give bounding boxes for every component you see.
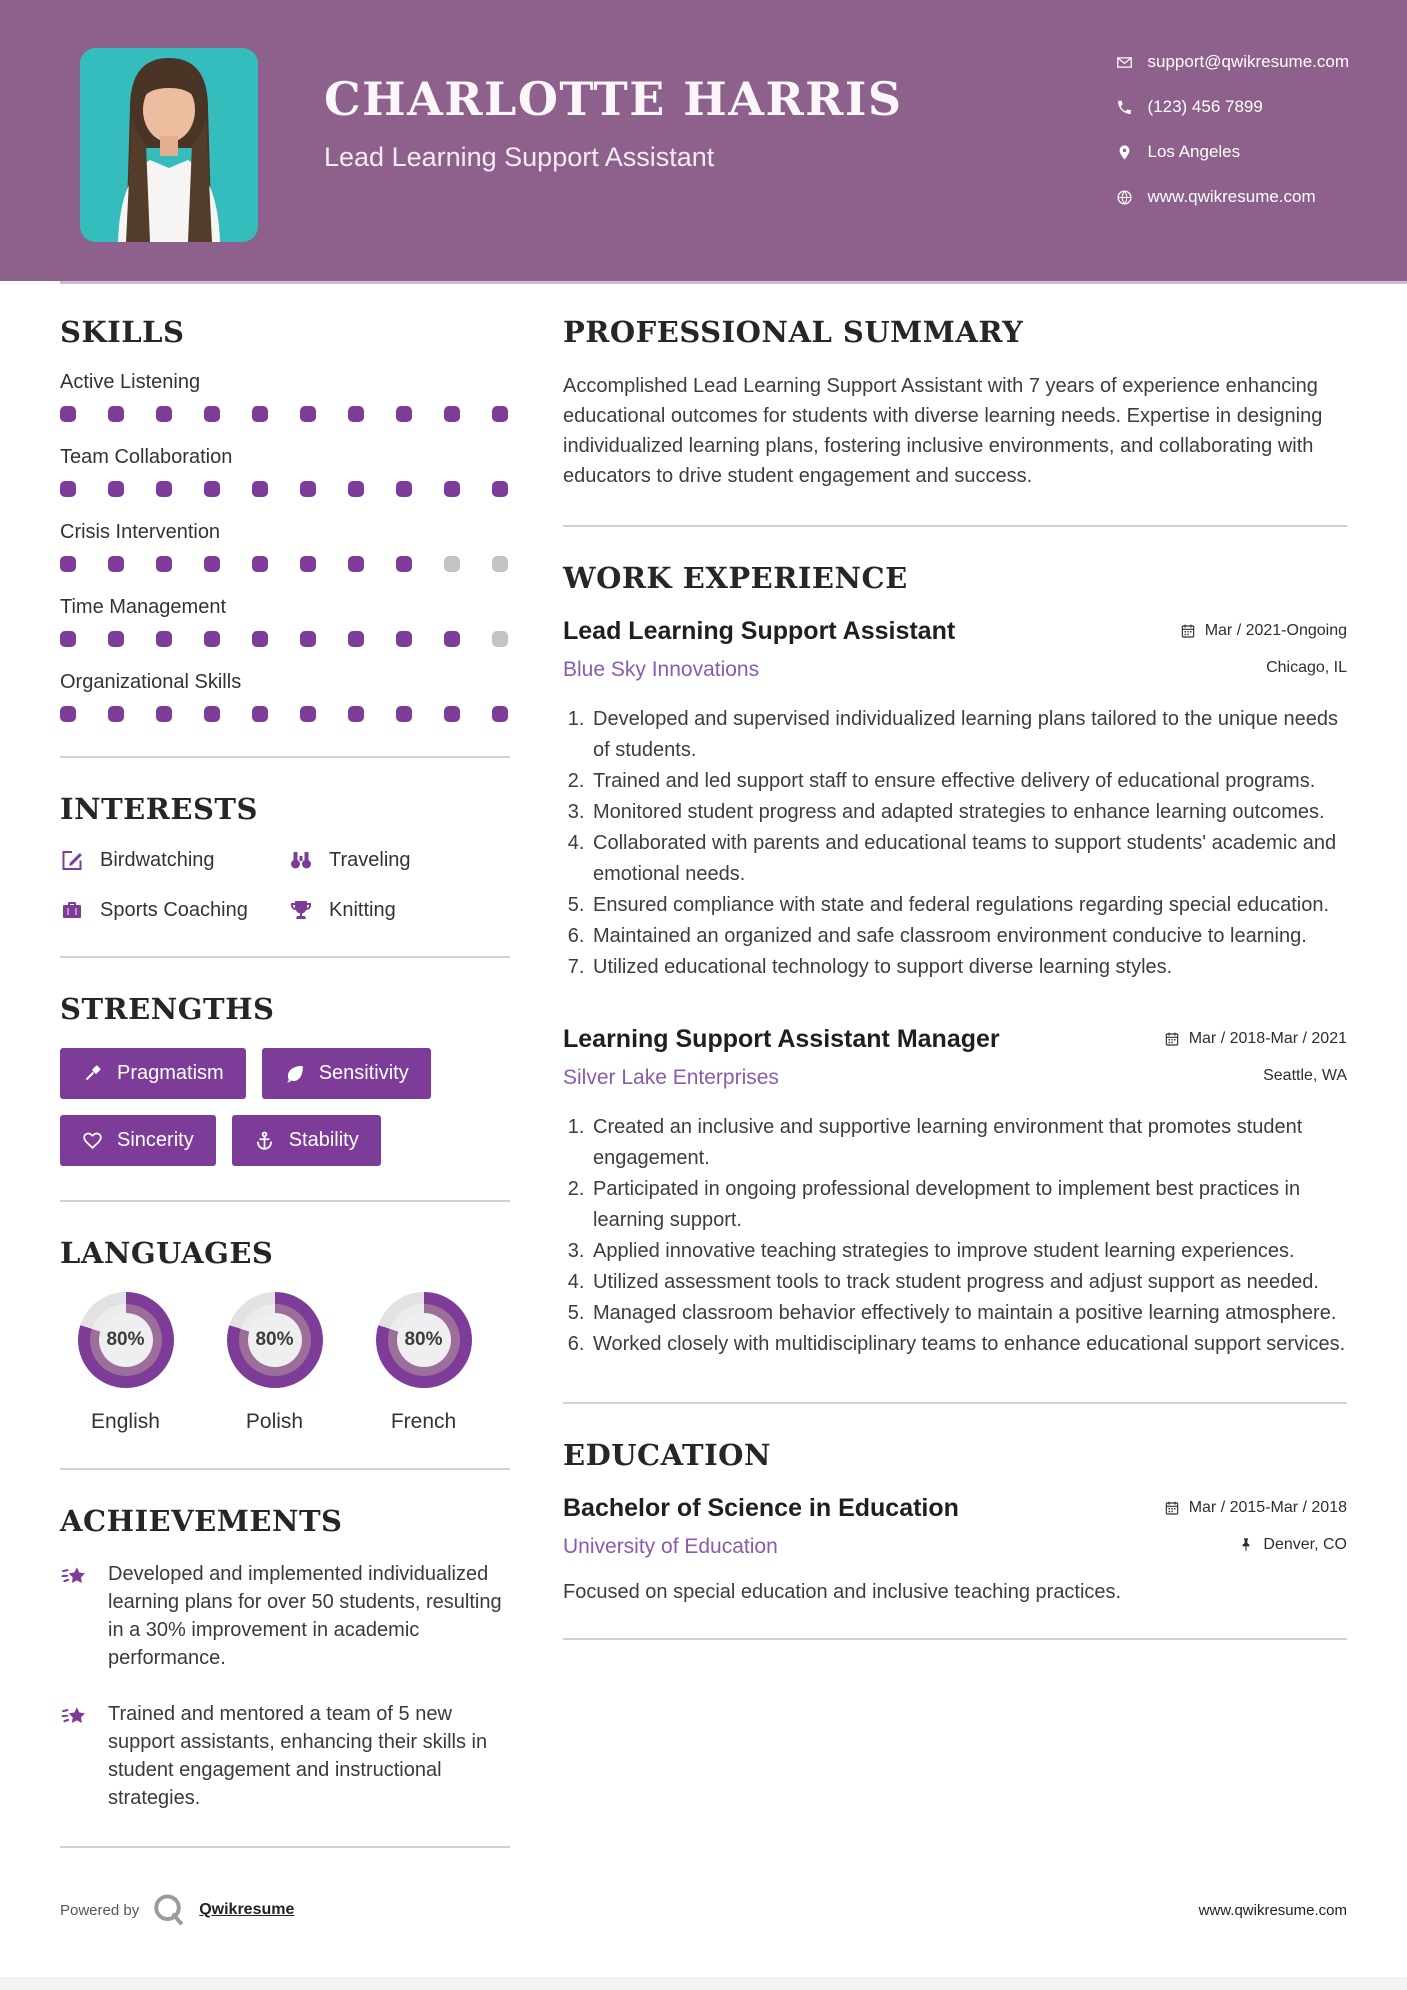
footer-site-url: www.qwikresume.com — [1198, 1901, 1347, 1919]
skill-row — [60, 446, 510, 497]
skill-dot — [60, 631, 76, 647]
summary-section — [563, 315, 1347, 491]
skill-dot — [492, 556, 508, 572]
skill-dot — [108, 556, 124, 572]
skill-label: Active Listening — [60, 371, 201, 393]
binoculars-icon — [289, 848, 313, 872]
briefcase-icon — [60, 898, 84, 922]
achievement-text: Trained and mentored a team of 5 new support assistants, enhancing their skills in student engagement and instructional strategies. — [108, 1703, 488, 1809]
interests-section — [60, 792, 510, 922]
strengths-heading: STRENGTHS — [60, 992, 275, 1026]
job-bullet: 3. Applied innovative teaching strategies to improve student learning experiences. — [590, 1236, 1347, 1267]
header — [0, 0, 1407, 281]
section-divider — [60, 756, 510, 758]
contact-text: support@qwikresume.com — [1147, 52, 1349, 71]
skill-dot — [204, 556, 220, 572]
skill-dot — [252, 406, 268, 422]
degree-title: Bachelor of Science in Education — [563, 1494, 959, 1522]
job-location-text: Chicago, IL — [1266, 659, 1347, 676]
pushpin-icon — [1238, 1537, 1254, 1553]
job-entry — [563, 617, 1347, 983]
contact-text: (123) 456 7899 — [1147, 97, 1263, 116]
achievement-item — [60, 1560, 510, 1672]
skill-dot — [396, 481, 412, 497]
skill-dot — [156, 556, 172, 572]
skill-dot — [300, 706, 316, 722]
strength-label: Sincerity — [117, 1129, 194, 1151]
job-header-row — [563, 1025, 1347, 1054]
skill-dot — [252, 631, 268, 647]
powered-by — [60, 1892, 294, 1928]
skill-dots — [60, 631, 510, 647]
skill-dot — [252, 706, 268, 722]
interest-label: Knitting — [329, 898, 396, 921]
interests-list — [60, 848, 510, 922]
strength-label: Stability — [288, 1129, 359, 1151]
powered-by-label: Powered by — [60, 1901, 140, 1919]
skill-dot — [492, 631, 508, 647]
jobs-list — [563, 617, 1347, 1360]
job-title: Learning Support Assistant Manager — [563, 1025, 1000, 1053]
job-bullet: 2. Trained and led support staff to ensure effective delivery of educational programs. — [590, 766, 1347, 797]
header-divider — [60, 281, 1407, 284]
language-item — [358, 1292, 489, 1434]
strength-badge — [232, 1115, 381, 1166]
skill-dot — [252, 556, 268, 572]
contact-text: Los Angeles — [1147, 142, 1241, 161]
person-title: Lead Learning Support Assistant — [324, 142, 715, 172]
contact-item — [1116, 187, 1350, 207]
skill-dot — [396, 631, 412, 647]
main-column — [563, 281, 1347, 1674]
job-bullets — [563, 1112, 1347, 1360]
skill-dot — [60, 556, 76, 572]
summary-heading: PROFESSIONAL SUMMARY — [563, 315, 1024, 349]
skill-dot — [108, 406, 124, 422]
skills-heading: SKILLS — [60, 315, 185, 349]
strength-label: Pragmatism — [117, 1062, 224, 1084]
calendar-icon — [1164, 1031, 1180, 1047]
education-location-text: Denver, CO — [1263, 1536, 1347, 1553]
content-columns — [0, 281, 1407, 1882]
job-header-row — [563, 617, 1347, 646]
achievements-section — [60, 1504, 510, 1812]
section-divider — [60, 1846, 510, 1848]
language-percent: 80% — [99, 1313, 153, 1367]
education-date-text: Mar / 2015-Mar / 2018 — [1188, 1499, 1347, 1516]
skill-dot — [156, 481, 172, 497]
skill-dot — [300, 481, 316, 497]
interest-label: Traveling — [329, 848, 411, 871]
phone-icon — [1116, 99, 1133, 116]
language-label: Polish — [245, 1410, 304, 1433]
language-label: English — [91, 1410, 160, 1433]
interest-label: Sports Coaching — [100, 898, 248, 921]
job-date-text: Mar / 2018-Mar / 2021 — [1188, 1030, 1347, 1047]
section-divider — [563, 1638, 1347, 1640]
skill-dots — [60, 406, 510, 422]
location-icon — [1116, 144, 1133, 161]
star-icon — [60, 1563, 90, 1593]
skill-dot — [348, 631, 364, 647]
interest-item — [60, 848, 281, 872]
section-divider — [60, 1200, 510, 1202]
skill-label: Time Management — [60, 596, 226, 618]
job-company: Blue Sky Innovations — [563, 658, 760, 681]
interest-item — [289, 898, 510, 922]
achievement-text: Developed and implemented individualized learning plans for over 50 students, resulting in a 30% improvement in academic performance. — [108, 1563, 502, 1669]
job-date-text: Mar / 2021-Ongoing — [1204, 622, 1347, 639]
job-bullet: 4. Utilized assessment tools to track student progress and adjust support as needed. — [590, 1267, 1347, 1298]
header-identity — [324, 72, 903, 173]
gavel-icon — [82, 1063, 103, 1084]
page-bottom-strip — [0, 1977, 1407, 1990]
language-item — [60, 1292, 191, 1434]
globe-icon — [1116, 189, 1133, 206]
job-subheader-row — [563, 646, 1347, 682]
interest-item — [289, 848, 510, 872]
contact-list — [1116, 52, 1350, 207]
footer — [60, 1892, 1347, 1928]
job-title: Lead Learning Support Assistant — [563, 617, 956, 645]
strength-badge — [262, 1048, 431, 1099]
section-divider — [563, 1402, 1347, 1404]
education-location — [1238, 1536, 1347, 1554]
strengths-list — [60, 1048, 510, 1166]
job-company: Silver Lake Enterprises — [563, 1066, 779, 1089]
job-bullet: 2. Participated in ongoing professional development to implement best practices in learning support. — [590, 1174, 1347, 1236]
skill-dot — [396, 706, 412, 722]
language-donut — [227, 1292, 323, 1388]
contact-item — [1116, 97, 1350, 117]
skill-dot — [396, 556, 412, 572]
languages-heading: LANGUAGES — [60, 1236, 274, 1270]
job-bullet: 3. Monitored student progress and adapted strategies to enhance learning outcomes. — [590, 797, 1347, 828]
skill-dot — [348, 706, 364, 722]
skill-row — [60, 596, 510, 647]
skill-row — [60, 521, 510, 572]
skill-dot — [108, 631, 124, 647]
skill-label: Team Collaboration — [60, 446, 233, 468]
skill-dot — [396, 406, 412, 422]
skill-dot — [444, 556, 460, 572]
calendar-icon — [1164, 1500, 1180, 1516]
strength-badge — [60, 1048, 246, 1099]
job-bullets — [563, 704, 1347, 983]
skill-dots — [60, 706, 510, 722]
person-name: CHARLOTTE HARRIS — [324, 72, 903, 126]
skill-dot — [492, 706, 508, 722]
skill-dot — [348, 481, 364, 497]
language-percent: 80% — [248, 1313, 302, 1367]
summary-text: Accomplished Lead Learning Support Assistant with 7 years of experience enhancing educational outcomes for students with diverse learning needs. Expertise in designing individualized learning plans, fostering inclusive environments, and collaborating with educators to drive student engagement and success. — [563, 375, 1323, 487]
language-donut-inner-ring — [239, 1304, 311, 1376]
profile-photo — [80, 48, 258, 242]
sidebar — [60, 281, 510, 1882]
language-donut — [78, 1292, 174, 1388]
skill-dot — [444, 481, 460, 497]
strength-label: Sensitivity — [318, 1062, 409, 1084]
skill-dot — [60, 481, 76, 497]
job-date — [1180, 622, 1347, 640]
job-bullet: 1. Developed and supervised individualized learning plans tailored to the unique needs of students. — [590, 704, 1347, 766]
job-bullet: 5. Ensured compliance with state and federal regulations regarding special education. — [590, 890, 1347, 921]
job-bullet: 6. Maintained an organized and safe classroom environment conducive to learning. — [590, 921, 1347, 952]
skill-dot — [156, 406, 172, 422]
experience-section — [563, 561, 1347, 1360]
section-divider — [563, 525, 1347, 527]
pushpin-icon — [1241, 660, 1257, 676]
contact-text: www.qwikresume.com — [1147, 187, 1316, 206]
trophy-icon — [289, 898, 313, 922]
skill-dot — [444, 631, 460, 647]
experience-heading: WORK EXPERIENCE — [563, 561, 908, 595]
job-bullet: 4. Collaborated with parents and educational teams to support students' academic and emotional needs. — [590, 828, 1347, 890]
language-donut-inner-ring — [90, 1304, 162, 1376]
skill-dot — [348, 556, 364, 572]
edit-icon — [60, 848, 84, 872]
job-entry — [563, 1025, 1347, 1360]
email-icon — [1116, 54, 1133, 71]
contact-item — [1116, 142, 1350, 162]
school-name: University of Education — [563, 1535, 778, 1558]
qwikresume-link[interactable]: Qwikresume — [199, 1901, 295, 1918]
skill-dot — [60, 406, 76, 422]
profile-photo-illustration — [80, 48, 258, 242]
language-label: French — [390, 1410, 457, 1433]
job-subheader-row — [563, 1054, 1347, 1090]
skill-dot — [300, 406, 316, 422]
skill-dot — [108, 481, 124, 497]
interest-label: Birdwatching — [100, 848, 215, 871]
interests-heading: INTERESTS — [60, 792, 258, 826]
skill-dot — [300, 556, 316, 572]
languages-section — [60, 1236, 510, 1434]
skill-dot — [60, 706, 76, 722]
skills-section — [60, 315, 510, 722]
skill-row — [60, 671, 510, 722]
language-donut — [376, 1292, 472, 1388]
skill-dot — [204, 706, 220, 722]
education-section — [563, 1438, 1347, 1604]
education-date — [1164, 1499, 1347, 1517]
anchor-icon — [254, 1130, 275, 1151]
qwikresume-logo-icon — [151, 1892, 187, 1928]
leaf-icon — [284, 1063, 305, 1084]
achievements-heading: ACHIEVEMENTS — [60, 1504, 343, 1538]
achievement-item — [60, 1700, 510, 1812]
languages-list — [60, 1292, 510, 1434]
skill-dot — [300, 631, 316, 647]
skill-dot — [108, 706, 124, 722]
section-divider — [60, 956, 510, 958]
strengths-section — [60, 992, 510, 1166]
skill-dot — [252, 481, 268, 497]
skill-dot — [444, 706, 460, 722]
skill-dots — [60, 556, 510, 572]
skill-dot — [444, 406, 460, 422]
calendar-icon — [1180, 623, 1196, 639]
skill-dot — [204, 631, 220, 647]
job-bullet: 7. Utilized educational technology to support diverse learning styles. — [590, 952, 1347, 983]
skill-row — [60, 371, 510, 422]
education-note: Focused on special education and inclusive teaching practices. — [563, 1581, 1122, 1603]
skill-dots — [60, 481, 510, 497]
job-location-text: Seattle, WA — [1263, 1067, 1347, 1084]
skill-dot — [156, 631, 172, 647]
achievements-list — [60, 1560, 510, 1812]
education-heading: EDUCATION — [563, 1438, 771, 1472]
language-item — [209, 1292, 340, 1434]
skill-dot — [348, 406, 364, 422]
job-location — [1241, 659, 1347, 677]
language-percent: 80% — [397, 1313, 451, 1367]
skill-label: Crisis Intervention — [60, 521, 221, 543]
skill-label: Organizational Skills — [60, 671, 242, 693]
skills-list — [60, 371, 510, 722]
job-location — [1238, 1067, 1347, 1085]
pushpin-icon — [1238, 1068, 1254, 1084]
job-date — [1164, 1030, 1347, 1048]
section-divider — [60, 1468, 510, 1470]
skill-dot — [492, 481, 508, 497]
skill-dot — [156, 706, 172, 722]
star-icon — [60, 1703, 90, 1733]
skill-dot — [492, 406, 508, 422]
strength-badge — [60, 1115, 216, 1166]
interest-item — [60, 898, 281, 922]
job-bullet: 6. Worked closely with multidisciplinary teams to enhance educational support services. — [590, 1329, 1347, 1360]
heart-icon — [82, 1130, 103, 1151]
skill-dot — [204, 481, 220, 497]
skill-dot — [204, 406, 220, 422]
contact-item — [1116, 52, 1350, 72]
language-donut-inner-ring — [388, 1304, 460, 1376]
job-bullet: 5. Managed classroom behavior effectively to maintain a positive learning atmosphere. — [590, 1298, 1347, 1329]
job-bullet: 1. Created an inclusive and supportive learning environment that promotes student engagement. — [590, 1112, 1347, 1174]
